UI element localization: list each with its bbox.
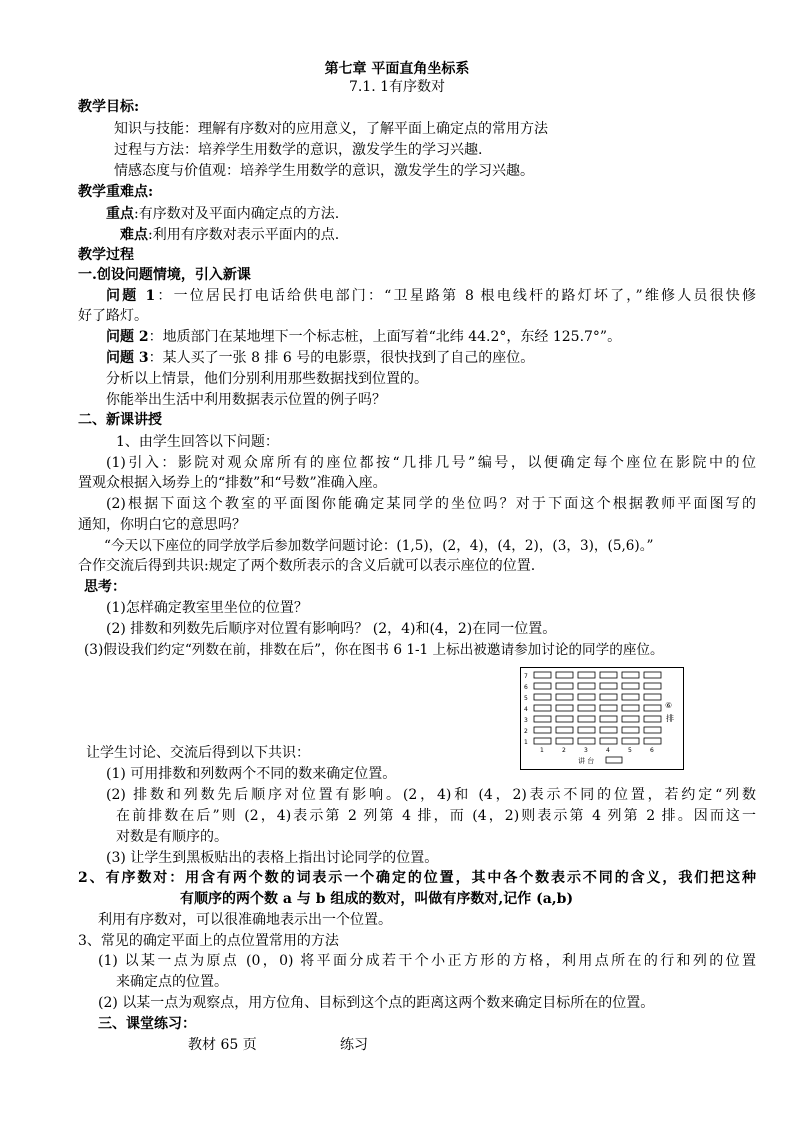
column-label: 6 (650, 747, 654, 754)
seat (534, 716, 551, 722)
row-label: 4 (524, 706, 528, 713)
lesson-subtitle: 7.1. 1有序数对 (348, 79, 446, 95)
think-question-3: (3)假设我们约定“列数在前，排数在后”，你在图书 6 1-1 上标出被邀请参加讨论的同学的座位。 (84, 642, 664, 658)
methods-heading: 3、常见的确定平面上的点位置常用的方法 (78, 933, 339, 949)
seat (622, 716, 639, 722)
consensus-intro: 让学生讨论、交流后得到以下共识： (86, 745, 310, 761)
seat (600, 716, 617, 722)
seat (578, 716, 595, 722)
goals-heading: 教学目标: (78, 99, 140, 115)
seat (644, 705, 661, 711)
think-heading: 思考： (84, 579, 126, 595)
key-text: :有序数对及平面内确定点的方法. (134, 206, 340, 222)
seat (534, 672, 551, 678)
seat (600, 672, 617, 678)
key-point (106, 205, 339, 223)
consensus-2-line3: 对数是有顺序的。 (116, 829, 228, 845)
q3-label: 问题 3 (106, 350, 149, 366)
analysis-text: 分析以上情景，他们分别利用那些数据找到位置的。 (106, 371, 428, 387)
point2-line1: (2)根据下面这个教室的平面图你能确定某同学的坐位吗？对于下面这个根据教师平面图写的 (106, 496, 756, 512)
seat (556, 705, 573, 711)
consensus-1: (1) 可用排数和列数两个不同的数来确定位置。 (106, 766, 397, 782)
row-label: 6 (524, 684, 528, 691)
exercise-text: 练习 (340, 1037, 368, 1053)
seat (556, 683, 573, 689)
hard-point (120, 226, 339, 244)
question2: 问题 2：地质部门在某地埋下一个标志桩，上面写着“北纬 44.2°，东经 125.7°”。 (106, 329, 622, 345)
seat (622, 705, 639, 711)
definition-line1: 2、有序数对：用含有两个数的词表示一个确定的位置，其中各个数表示不同的含义，我们把这种 (78, 870, 756, 886)
seat (556, 672, 573, 678)
method-1-line1: (1) 以某一点为原点 (0，0) 将平面分成若干个小正方形的方格，利用点所在的行和列的位置 (98, 953, 756, 969)
seat (644, 672, 661, 678)
seat (644, 738, 661, 744)
seat (534, 694, 551, 700)
q1-label: 问题 1 (106, 288, 156, 304)
column-label: 1 (540, 747, 544, 754)
seat (556, 694, 573, 700)
keypoints-heading: 教学重难点: (78, 184, 154, 200)
column-label: 5 (628, 747, 632, 754)
seat (534, 705, 551, 711)
key-label: 重点 (106, 206, 134, 222)
seat (600, 683, 617, 689)
seat (578, 683, 595, 689)
page-title: 第七章 平面直角坐标系 (324, 61, 470, 77)
seat (578, 694, 595, 700)
definition-use: 利用有序数对，可以很准确地表示出一个位置。 (98, 912, 392, 928)
hard-label: 难点 (120, 227, 148, 243)
seat (556, 738, 573, 744)
seat (622, 683, 639, 689)
seat (556, 727, 573, 733)
goal-knowledge: 知识与技能：理解有序数对的应用意义，了解平面上确定点的常用方法 (114, 121, 548, 137)
seat (578, 705, 595, 711)
think-question-1: (1)怎样确定教室里坐位的位置？ (106, 600, 308, 616)
method-2: (2) 以某一点为观察点，用方位角、目标到这个点的距离这两个数来确定目标所在的位置。 (98, 995, 655, 1011)
seat (644, 727, 661, 733)
method-1-line2: 来确定点的位置。 (116, 974, 228, 990)
podium-label: 讲 台 (578, 757, 595, 765)
row-label: 2 (524, 728, 528, 735)
consensus-3: (3) 让学生到黑板贴出的表格上指出讨论同学的位置。 (106, 850, 439, 866)
row-label: 1 (524, 739, 528, 746)
goal-emotion: 情感态度与价值观：培养学生用数学的意识，激发学生的学习兴趣。 (114, 163, 534, 179)
seat (600, 738, 617, 744)
goal-process: 过程与方法：培养学生用数学的意识，激发学生的学习兴趣. (114, 142, 483, 158)
classroom-seat-plan (520, 667, 684, 770)
process-heading: 教学过程 (78, 247, 134, 263)
point1-line1: (1)引入：影院对观众席所有的座位都按“几排几号”编号，以便确定每个座位在影院中的位 (106, 455, 756, 471)
seat (600, 727, 617, 733)
seat (622, 694, 639, 700)
side-label: 排 (666, 714, 674, 723)
seat (534, 738, 551, 744)
row-label: 3 (524, 717, 528, 724)
hard-text: :利用有序数对表示平面内的点. (148, 227, 340, 243)
seat (644, 694, 661, 700)
point1-line2: 置观众根据入场券上的“排数”和“号数”准确入座。 (78, 475, 387, 491)
seat (534, 683, 551, 689)
seat (622, 738, 639, 744)
seat (600, 694, 617, 700)
seat (534, 727, 551, 733)
question3: 问题 3：某人买了一张 8 排 6 号的电影票，很快找到了自己的座位。 (106, 350, 535, 366)
ask-text: 你能举出生活中利用数据表示位置的例子吗？ (106, 392, 386, 408)
seat (578, 672, 595, 678)
column-label: 2 (562, 747, 566, 754)
seat (578, 738, 595, 744)
section3-heading: 三、课堂练习： (98, 1016, 196, 1032)
seat (600, 705, 617, 711)
seat (622, 727, 639, 733)
q2-label: 问题 2 (106, 329, 149, 345)
row-label: 7 (524, 673, 528, 680)
row-label: 5 (524, 695, 528, 702)
question1-line1: 问题 1：一位居民打电话给供电部门：“卫星路第 8 根电线杆的路灯坏了，”维修人员很快修 (106, 288, 756, 304)
column-label: 3 (584, 747, 588, 754)
section1-heading: 一.创设问题情境，引入新课 (78, 267, 251, 283)
seat (578, 727, 595, 733)
question1-line2: 好了路灯。 (78, 308, 148, 324)
seat (622, 672, 639, 678)
podium (606, 757, 622, 763)
seat (644, 683, 661, 689)
think-question-2: (2) 排数和列数先后顺序对位置有影响吗？ (2，4)和(4，2)在同一位置。 (106, 621, 557, 637)
side-circle-label: ⑥ (665, 701, 673, 710)
section2-intro: 1、由学生回答以下问题： (116, 434, 279, 450)
consensus-2-line1: (2) 排数和列数先后顺序对位置有影响。(2，4)和 (4，2)表示不同的位置，若约定“列数 (106, 787, 756, 803)
section2-heading: 二、新课讲授 (78, 412, 162, 428)
definition-line2: 有顺序的两个数 a 与 b 组成的数对，叫做有序数对,记作 (a,b) (180, 891, 574, 907)
seat (644, 716, 661, 722)
conclusion-text: 合作交流后得到共识:规定了两个数所表示的含义后就可以表示座位的位置. (78, 558, 536, 574)
seat (556, 716, 573, 722)
notice-text: “今天以下座位的同学放学后参加数学问题讨论：(1,5)，(2，4)，(4，2)，(3，3)，(5,6)。” (104, 538, 654, 554)
point2-line2: 通知，你明白它的意思吗？ (78, 517, 246, 533)
column-label: 4 (606, 747, 610, 754)
material-text: 教材 65 页 (188, 1037, 257, 1053)
consensus-2-line2: 在前排数在后”则 (2，4)表示第 2 列第 4 排，而 (4，2)则表示第 4 列第 2 排。因而这一 (116, 808, 756, 824)
